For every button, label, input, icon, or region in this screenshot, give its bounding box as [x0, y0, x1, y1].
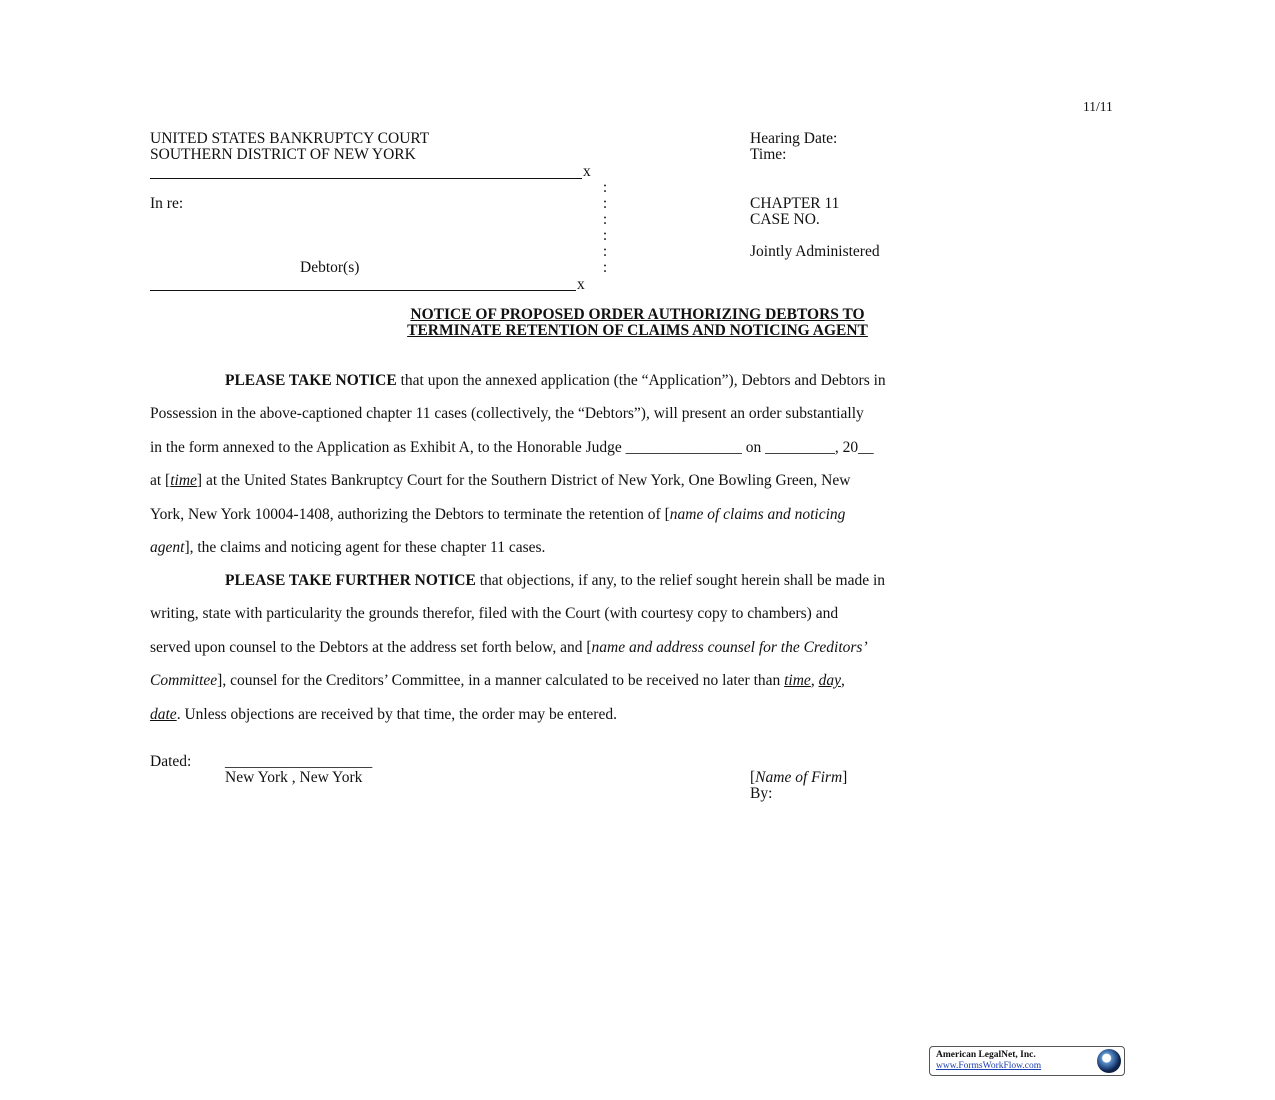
hearing-time-label: Time: [750, 146, 787, 163]
caption-colon: : [602, 227, 608, 244]
caption-bottom-x-mark: x [577, 276, 585, 293]
hearing-date-label: Hearing Date: [750, 130, 838, 147]
deadline-date-placeholder: date [150, 705, 177, 723]
case-number-label: CASE NO. [750, 211, 820, 228]
court-name-line1: UNITED STATES BANKRUPTCY COURT [150, 130, 430, 147]
notice-paragraph-2: PLEASE TAKE FURTHER NOTICE that objections, if any, to the relief sought herein shall be made in writing, state with particularity the grounds therefor, filed with the Court (with courtesy copy to chambers) and served upon counsel to the Debtors at the address set forth below, and [name and address counsel for the Creditors’ Committee], counsel for the Creditors’ Committee, in a manner calculated to be received no later than time, day, date. Unless objections are received by that time, the order may be entered. [150, 572, 886, 723]
signing-place: New York , New York [225, 769, 363, 786]
deadline-time-placeholder: time [784, 672, 811, 690]
globe-icon [1097, 1049, 1121, 1073]
deadline-day-placeholder: day [818, 672, 841, 690]
claims-agent-placeholder: name of claims and noticing [669, 505, 846, 523]
formsworkflow-link[interactable]: www.FormsWorkFlow.com [936, 1061, 1042, 1071]
logo-brand-text: American LegalNet, Inc. [936, 1050, 1036, 1060]
please-take-notice-lead: PLEASE TAKE NOTICE [225, 372, 397, 389]
caption-colon: : [602, 259, 608, 276]
caption-colon: : [602, 195, 608, 212]
dated-blank: ___________________ [225, 753, 373, 770]
page-number: 11/11 [1083, 99, 1113, 114]
creditors-counsel-placeholder: name and address counsel for the Creditors’ [591, 638, 868, 656]
by-label: By: [750, 785, 773, 802]
caption-top-x-mark: x [583, 163, 591, 180]
please-take-further-notice-lead: PLEASE TAKE FURTHER NOTICE [225, 572, 476, 589]
chapter-label: CHAPTER 11 [750, 195, 840, 212]
caption-colon: : [602, 211, 608, 228]
caption-colon: : [602, 179, 608, 196]
caption-colon: : [602, 243, 608, 260]
notice-paragraph-1: PLEASE TAKE NOTICE that upon the annexed application (the “Application”), Debtors and Debtors in Possession in the above-captioned chapter 11 cases (collectively, the “Debtors”), will present an order substantially in the form annexed to the Application as Exhibit A, to the Honorable Judge _______________ on _________, 20__ at [time] at the United States Bankruptcy Court for the Southern District of New York, One Bowling Green, New York, New York 10004-1408, authorizing the Debtors to terminate the retention of [name of claims and noticing agent], the claims and noticing agent for these chapter 11 cases. [150, 372, 886, 557]
caption-bottom-rule [150, 290, 576, 291]
notice-title-line1: NOTICE OF PROPOSED ORDER AUTHORIZING DEBTORS TO [410, 306, 865, 323]
notice-title-line2: TERMINATE RETENTION OF CLAIMS AND NOTICING AGENT [407, 322, 868, 339]
american-legalnet-logo[interactable] [929, 1046, 1125, 1076]
dated-label: Dated: [150, 753, 192, 770]
debtors-label: Debtor(s) [300, 259, 360, 276]
court-name-line2: SOUTHERN DISTRICT OF NEW YORK [150, 146, 416, 163]
time-placeholder: time [170, 472, 197, 490]
in-re-label: In re: [150, 195, 184, 212]
firm-name-placeholder: [Name of Firm] [750, 769, 848, 786]
caption-top-rule [150, 178, 582, 179]
jointly-administered-label: Jointly Administered [750, 243, 880, 260]
